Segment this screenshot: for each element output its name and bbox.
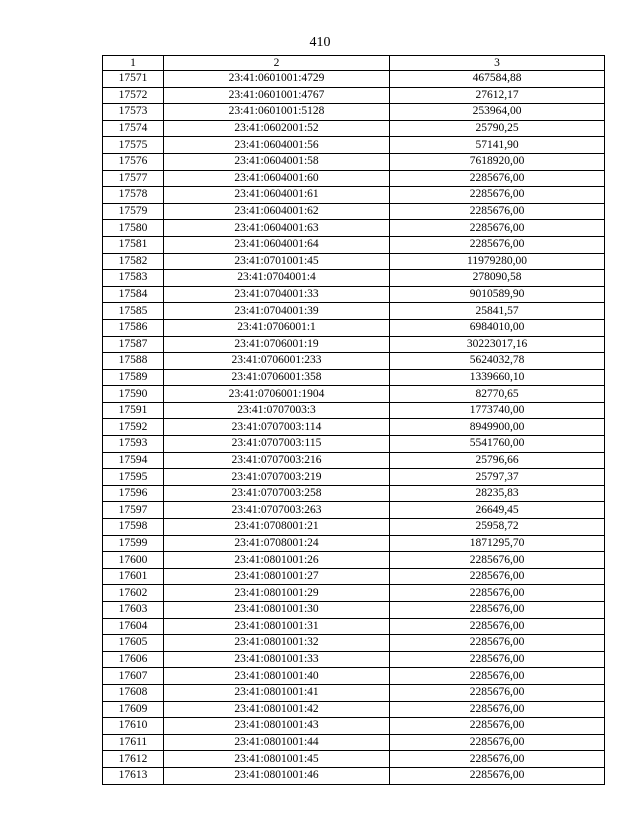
row-number-cell: 17578 xyxy=(103,187,164,204)
value-cell: 2285676,00 xyxy=(390,668,605,685)
row-number-cell: 17582 xyxy=(103,253,164,270)
value-cell: 1773740,00 xyxy=(390,402,605,419)
cadastral-number-cell: 23:41:0601001:4729 xyxy=(164,71,390,88)
row-number-cell: 17573 xyxy=(103,104,164,121)
value-cell: 2285676,00 xyxy=(390,602,605,619)
row-number-cell: 17586 xyxy=(103,319,164,336)
table-row xyxy=(103,668,605,685)
cadastral-number-cell: 23:41:0601001:5128 xyxy=(164,104,390,121)
row-number-cell: 17588 xyxy=(103,353,164,370)
cadastral-number-cell: 23:41:0706001:233 xyxy=(164,353,390,370)
table-row xyxy=(103,519,605,536)
row-number-cell: 17587 xyxy=(103,336,164,353)
value-cell: 2285676,00 xyxy=(390,718,605,735)
table-row xyxy=(103,170,605,187)
value-cell: 57141,90 xyxy=(390,137,605,154)
row-number-cell: 17604 xyxy=(103,618,164,635)
table-row xyxy=(103,618,605,635)
value-cell: 25958,72 xyxy=(390,519,605,536)
table-row xyxy=(103,104,605,121)
table-row xyxy=(103,552,605,569)
row-number-cell: 17611 xyxy=(103,734,164,751)
value-cell: 27612,17 xyxy=(390,87,605,104)
row-number-cell: 17602 xyxy=(103,585,164,602)
row-number-cell: 17576 xyxy=(103,153,164,170)
cadastral-number-cell: 23:41:0704001:4 xyxy=(164,270,390,287)
cadastral-number-cell: 23:41:0801001:43 xyxy=(164,718,390,735)
cadastral-number-cell: 23:41:0604001:63 xyxy=(164,220,390,237)
row-number-cell: 17599 xyxy=(103,535,164,552)
column-header-3: 3 xyxy=(390,56,605,71)
table-row xyxy=(103,485,605,502)
table-row xyxy=(103,535,605,552)
row-number-cell: 17607 xyxy=(103,668,164,685)
value-cell: 2285676,00 xyxy=(390,585,605,602)
cadastral-number-cell: 23:41:0801001:44 xyxy=(164,734,390,751)
page-number: 410 xyxy=(309,35,331,50)
table-row xyxy=(103,336,605,353)
table-row xyxy=(103,452,605,469)
row-number-cell: 17589 xyxy=(103,369,164,386)
cadastral-number-cell: 23:41:0801001:27 xyxy=(164,568,390,585)
row-number-cell: 17592 xyxy=(103,419,164,436)
value-cell: 253964,00 xyxy=(390,104,605,121)
table-row xyxy=(103,353,605,370)
value-cell: 278090,58 xyxy=(390,270,605,287)
table-row xyxy=(103,419,605,436)
table-row xyxy=(103,203,605,220)
cadastral-number-cell: 23:41:0704001:39 xyxy=(164,303,390,320)
cadastral-number-cell: 23:41:0707003:216 xyxy=(164,452,390,469)
row-number-cell: 17610 xyxy=(103,718,164,735)
value-cell: 2285676,00 xyxy=(390,651,605,668)
row-number-cell: 17590 xyxy=(103,386,164,403)
value-cell: 2285676,00 xyxy=(390,236,605,253)
row-number-cell: 17571 xyxy=(103,71,164,88)
value-cell: 2285676,00 xyxy=(390,187,605,204)
value-cell: 25796,66 xyxy=(390,452,605,469)
table-row xyxy=(103,767,605,784)
cadastral-number-cell: 23:41:0707003:3 xyxy=(164,402,390,419)
row-number-cell: 17605 xyxy=(103,635,164,652)
table-row xyxy=(103,651,605,668)
value-cell: 8949900,00 xyxy=(390,419,605,436)
cadastral-number-cell: 23:41:0801001:41 xyxy=(164,684,390,701)
value-cell: 2285676,00 xyxy=(390,767,605,784)
value-cell: 25790,25 xyxy=(390,120,605,137)
value-cell: 1339660,10 xyxy=(390,369,605,386)
table-row xyxy=(103,718,605,735)
table-row xyxy=(103,303,605,320)
row-number-cell: 17581 xyxy=(103,236,164,253)
cadastral-number-cell: 23:41:0706001:358 xyxy=(164,369,390,386)
table-row xyxy=(103,153,605,170)
table-header xyxy=(103,56,605,71)
cadastral-number-cell: 23:41:0707003:263 xyxy=(164,502,390,519)
table-row xyxy=(103,120,605,137)
value-cell: 28235,83 xyxy=(390,485,605,502)
value-cell: 2285676,00 xyxy=(390,701,605,718)
cadastral-number-cell: 23:41:0801001:31 xyxy=(164,618,390,635)
value-cell: 2285676,00 xyxy=(390,170,605,187)
row-number-cell: 17596 xyxy=(103,485,164,502)
row-number-cell: 17585 xyxy=(103,303,164,320)
value-cell: 5624032,78 xyxy=(390,353,605,370)
table-row xyxy=(103,319,605,336)
table-row xyxy=(103,602,605,619)
row-number-cell: 17603 xyxy=(103,602,164,619)
cadastral-number-cell: 23:41:0801001:29 xyxy=(164,585,390,602)
row-number-cell: 17572 xyxy=(103,87,164,104)
table-row xyxy=(103,585,605,602)
value-cell: 26649,45 xyxy=(390,502,605,519)
row-number-cell: 17591 xyxy=(103,402,164,419)
table-row xyxy=(103,369,605,386)
table-row xyxy=(103,436,605,453)
row-number-cell: 17593 xyxy=(103,436,164,453)
row-number-cell: 17609 xyxy=(103,701,164,718)
table-row xyxy=(103,270,605,287)
value-cell: 2285676,00 xyxy=(390,734,605,751)
cadastral-number-cell: 23:41:0707003:114 xyxy=(164,419,390,436)
cadastral-number-cell: 23:41:0604001:61 xyxy=(164,187,390,204)
cadastral-number-cell: 23:41:0706001:19 xyxy=(164,336,390,353)
value-cell: 2285676,00 xyxy=(390,552,605,569)
column-header-2: 2 xyxy=(164,56,390,71)
cadastral-number-cell: 23:41:0707003:115 xyxy=(164,436,390,453)
table-row xyxy=(103,71,605,88)
cadastral-number-cell: 23:41:0604001:56 xyxy=(164,137,390,154)
value-cell: 82770,65 xyxy=(390,386,605,403)
row-number-cell: 17606 xyxy=(103,651,164,668)
table-row xyxy=(103,402,605,419)
table-row xyxy=(103,635,605,652)
table-row xyxy=(103,286,605,303)
table-row xyxy=(103,701,605,718)
value-cell: 30223017,16 xyxy=(390,336,605,353)
cadastral-number-cell: 23:41:0704001:33 xyxy=(164,286,390,303)
row-number-cell: 17597 xyxy=(103,502,164,519)
value-cell: 467584,88 xyxy=(390,71,605,88)
value-cell: 2285676,00 xyxy=(390,568,605,585)
table-row xyxy=(103,568,605,585)
value-cell: 6984010,00 xyxy=(390,319,605,336)
value-cell: 2285676,00 xyxy=(390,635,605,652)
cadastral-number-cell: 23:41:0801001:46 xyxy=(164,767,390,784)
value-cell: 25797,37 xyxy=(390,469,605,486)
row-number-cell: 17584 xyxy=(103,286,164,303)
value-cell: 2285676,00 xyxy=(390,203,605,220)
value-cell: 2285676,00 xyxy=(390,220,605,237)
cadastral-number-cell: 23:41:0602001:52 xyxy=(164,120,390,137)
cadastral-number-cell: 23:41:0801001:33 xyxy=(164,651,390,668)
value-cell: 5541760,00 xyxy=(390,436,605,453)
table-row xyxy=(103,469,605,486)
table-row xyxy=(103,502,605,519)
table-row xyxy=(103,386,605,403)
row-number-cell: 17580 xyxy=(103,220,164,237)
cadastral-number-cell: 23:41:0604001:58 xyxy=(164,153,390,170)
row-number-cell: 17612 xyxy=(103,751,164,768)
cadastral-number-cell: 23:41:0708001:24 xyxy=(164,535,390,552)
table-row xyxy=(103,187,605,204)
value-cell: 11979280,00 xyxy=(390,253,605,270)
row-number-cell: 17575 xyxy=(103,137,164,154)
row-number-cell: 17608 xyxy=(103,684,164,701)
table-row xyxy=(103,236,605,253)
row-number-cell: 17594 xyxy=(103,452,164,469)
cadastral-number-cell: 23:41:0604001:64 xyxy=(164,236,390,253)
value-cell: 2285676,00 xyxy=(390,684,605,701)
value-cell: 7618920,00 xyxy=(390,153,605,170)
data-table xyxy=(102,55,605,785)
row-number-cell: 17613 xyxy=(103,767,164,784)
table-body xyxy=(103,71,605,785)
table-row xyxy=(103,684,605,701)
cadastral-number-cell: 23:41:0601001:4767 xyxy=(164,87,390,104)
table-row xyxy=(103,734,605,751)
row-number-cell: 17598 xyxy=(103,519,164,536)
row-number-cell: 17600 xyxy=(103,552,164,569)
cadastral-number-cell: 23:41:0707003:258 xyxy=(164,485,390,502)
cadastral-number-cell: 23:41:0604001:62 xyxy=(164,203,390,220)
cadastral-number-cell: 23:41:0706001:1904 xyxy=(164,386,390,403)
cadastral-number-cell: 23:41:0707003:219 xyxy=(164,469,390,486)
cadastral-number-cell: 23:41:0801001:26 xyxy=(164,552,390,569)
row-number-cell: 17579 xyxy=(103,203,164,220)
header-row xyxy=(103,56,605,71)
cadastral-number-cell: 23:41:0706001:1 xyxy=(164,319,390,336)
table-row xyxy=(103,253,605,270)
cadastral-number-cell: 23:41:0801001:40 xyxy=(164,668,390,685)
cadastral-number-cell: 23:41:0801001:32 xyxy=(164,635,390,652)
table-row xyxy=(103,87,605,104)
value-cell: 1871295,70 xyxy=(390,535,605,552)
column-header-1: 1 xyxy=(103,56,164,71)
cadastral-number-cell: 23:41:0701001:45 xyxy=(164,253,390,270)
table-row xyxy=(103,751,605,768)
cadastral-number-cell: 23:41:0604001:60 xyxy=(164,170,390,187)
cadastral-number-cell: 23:41:0708001:21 xyxy=(164,519,390,536)
value-cell: 9010589,90 xyxy=(390,286,605,303)
table-row xyxy=(103,137,605,154)
row-number-cell: 17577 xyxy=(103,170,164,187)
row-number-cell: 17574 xyxy=(103,120,164,137)
value-cell: 2285676,00 xyxy=(390,618,605,635)
cadastral-number-cell: 23:41:0801001:30 xyxy=(164,602,390,619)
row-number-cell: 17595 xyxy=(103,469,164,486)
value-cell: 2285676,00 xyxy=(390,751,605,768)
row-number-cell: 17601 xyxy=(103,568,164,585)
table-row xyxy=(103,220,605,237)
value-cell: 25841,57 xyxy=(390,303,605,320)
row-number-cell: 17583 xyxy=(103,270,164,287)
cadastral-number-cell: 23:41:0801001:45 xyxy=(164,751,390,768)
cadastral-number-cell: 23:41:0801001:42 xyxy=(164,701,390,718)
